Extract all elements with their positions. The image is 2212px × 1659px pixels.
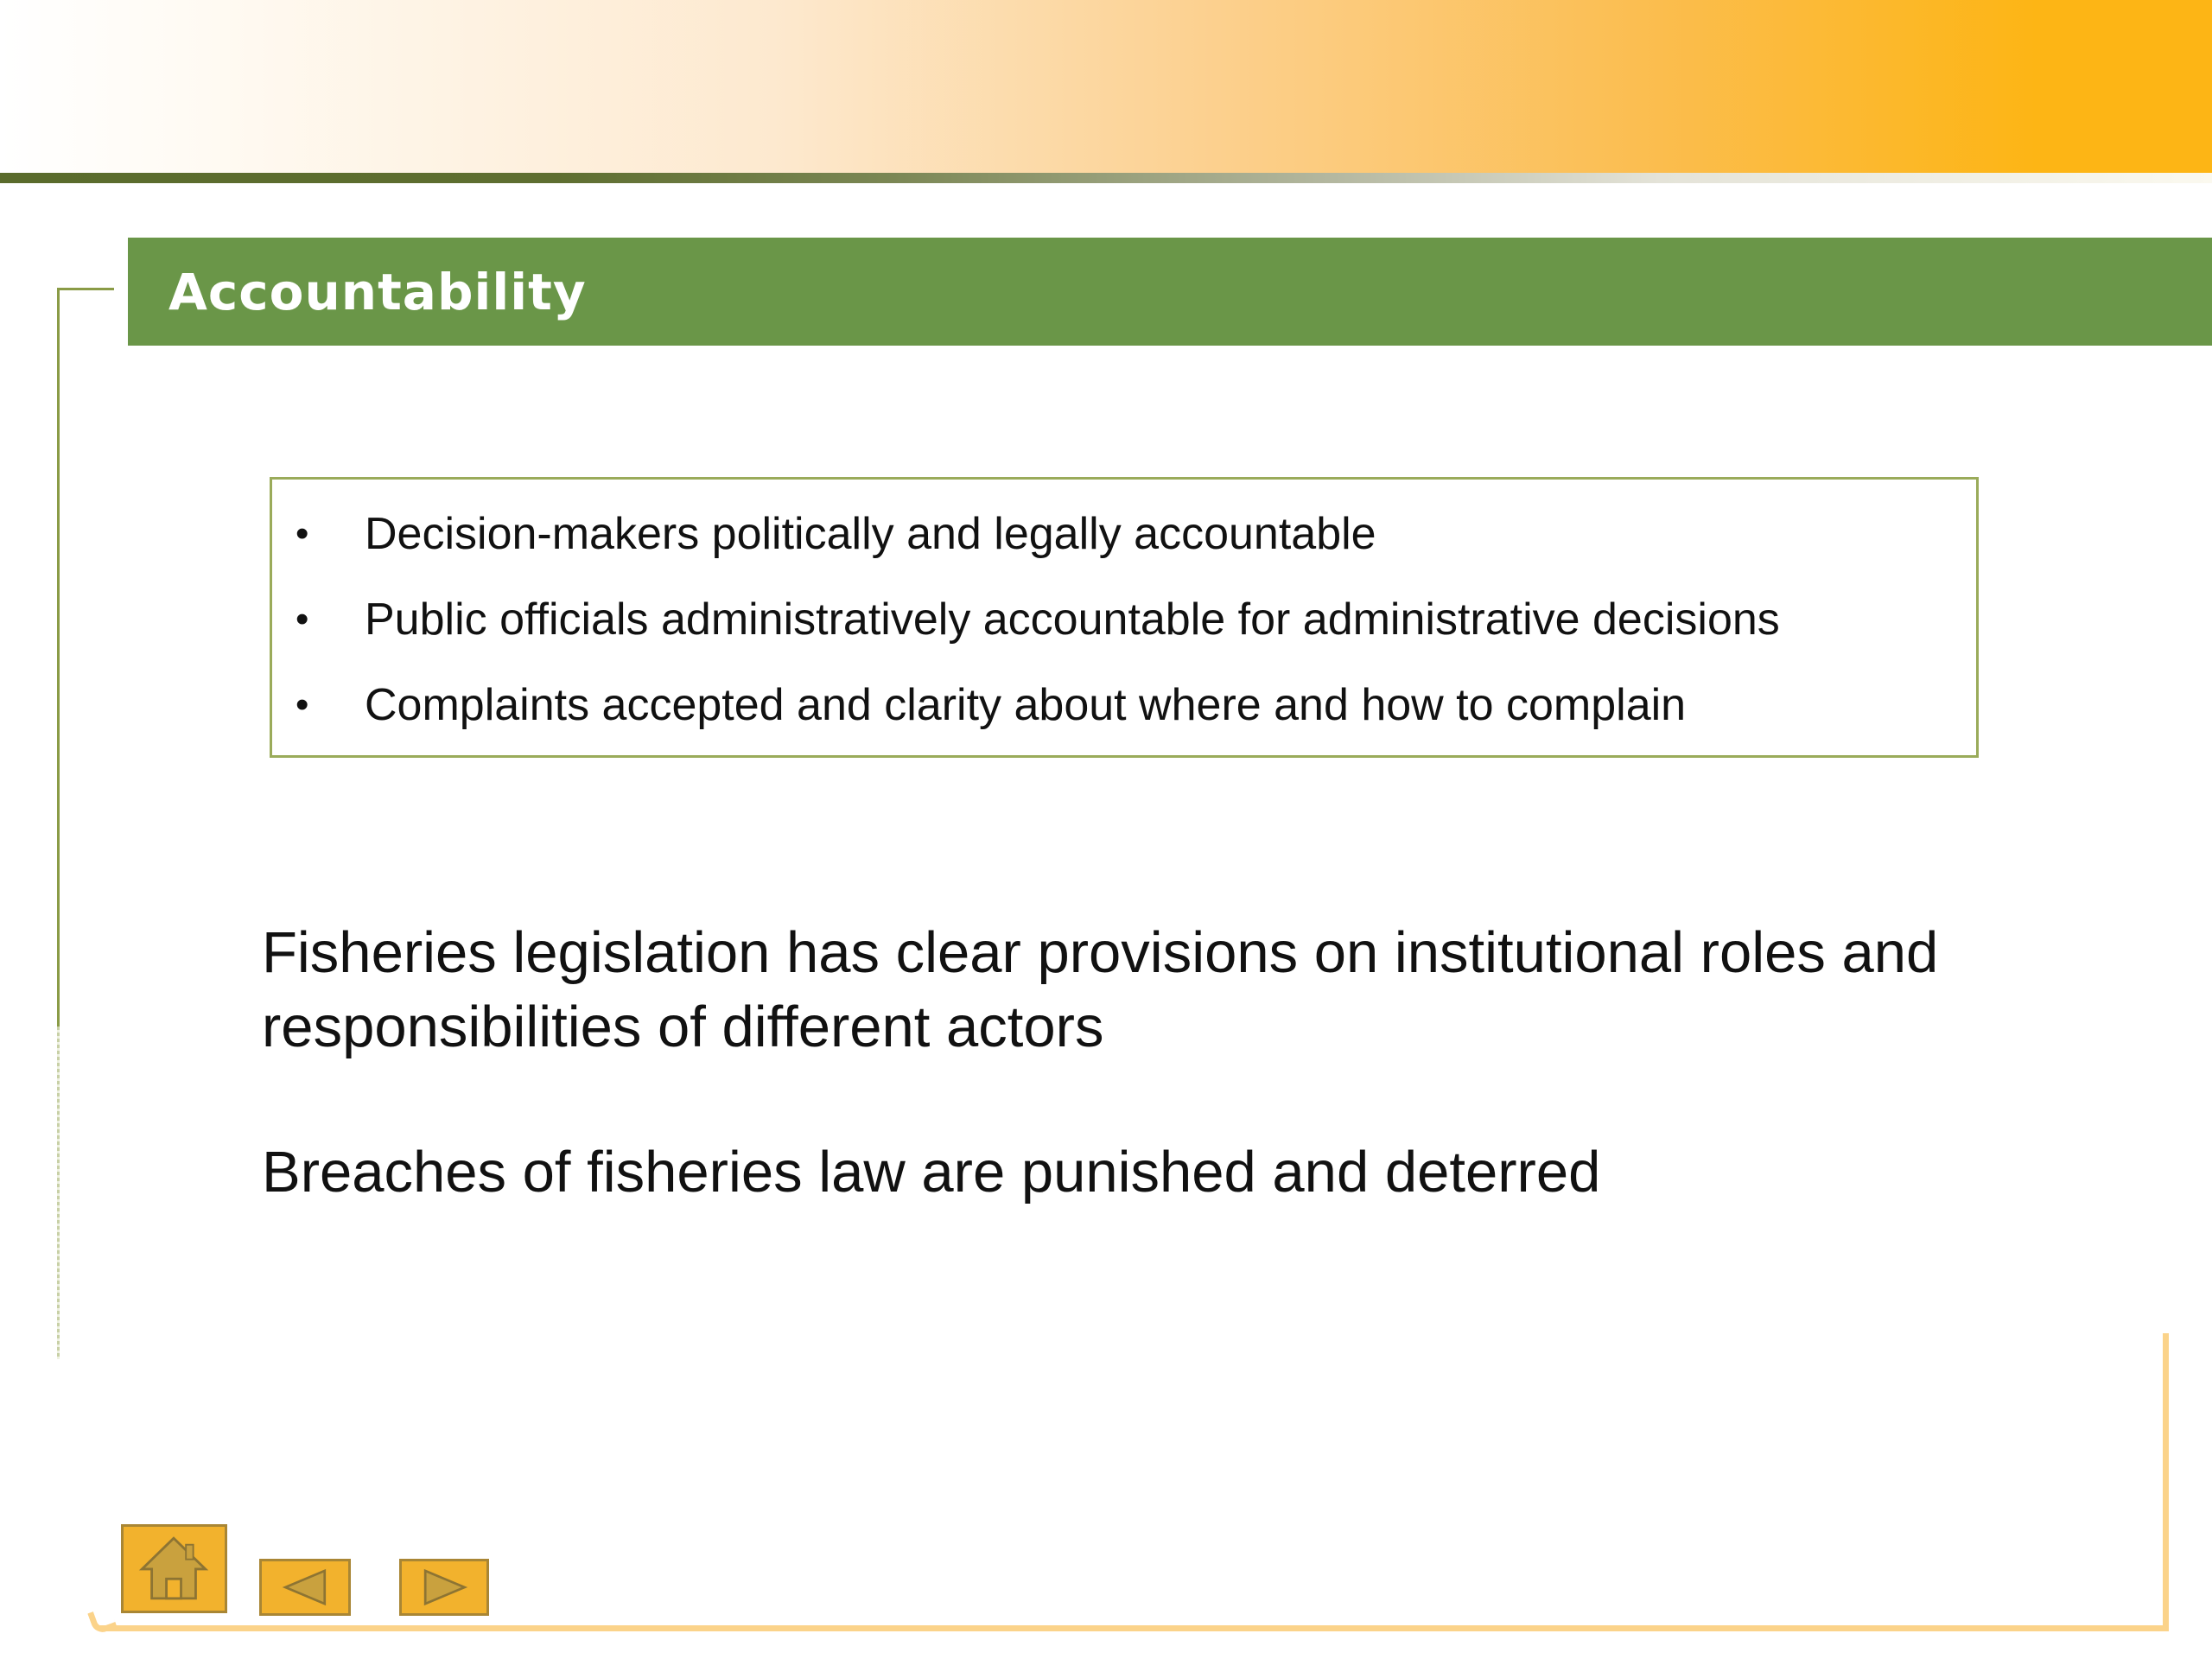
bullet-text: Complaints accepted and clarity about where and how to complain — [365, 680, 1687, 730]
previous-slide-button[interactable] — [259, 1559, 351, 1616]
next-slide-button[interactable] — [399, 1559, 489, 1616]
left-frame-rail — [57, 288, 60, 1027]
left-frame-tick — [57, 288, 114, 290]
bottom-frame-base — [99, 1625, 2169, 1631]
bullet-item — [272, 594, 1976, 683]
bullet-list — [272, 509, 1976, 769]
triangle-right-icon — [402, 1561, 486, 1613]
bullet-marker: • — [296, 512, 309, 555]
bullet-text: Decision-makers politically and legally accountable — [365, 509, 1376, 559]
body-paragraph-breaches: Breaches of fisheries law are punished and deterred — [262, 1140, 1601, 1205]
bullet-item — [272, 509, 1976, 598]
home-button[interactable] — [121, 1524, 227, 1613]
body-paragraph-roles: Fisheries legislation has clear provisions on institutional roles and responsibilities of different actors — [262, 920, 1939, 1059]
bullet-box — [270, 477, 1979, 758]
bottom-frame-right — [2163, 1333, 2169, 1631]
bullet-item — [272, 680, 1976, 769]
bullet-text: Public officials administratively accountable for administrative decisions — [365, 594, 1780, 645]
header-gradient-band — [0, 0, 2212, 173]
header-rule — [0, 173, 2212, 183]
triangle-left-icon — [262, 1561, 348, 1613]
house-icon — [124, 1527, 225, 1611]
left-frame-rail-faded — [57, 1027, 60, 1359]
bullet-marker: • — [296, 598, 309, 640]
title-bar — [128, 238, 2212, 346]
slide-title: Accountability — [168, 262, 587, 321]
bullet-marker: • — [296, 683, 309, 726]
